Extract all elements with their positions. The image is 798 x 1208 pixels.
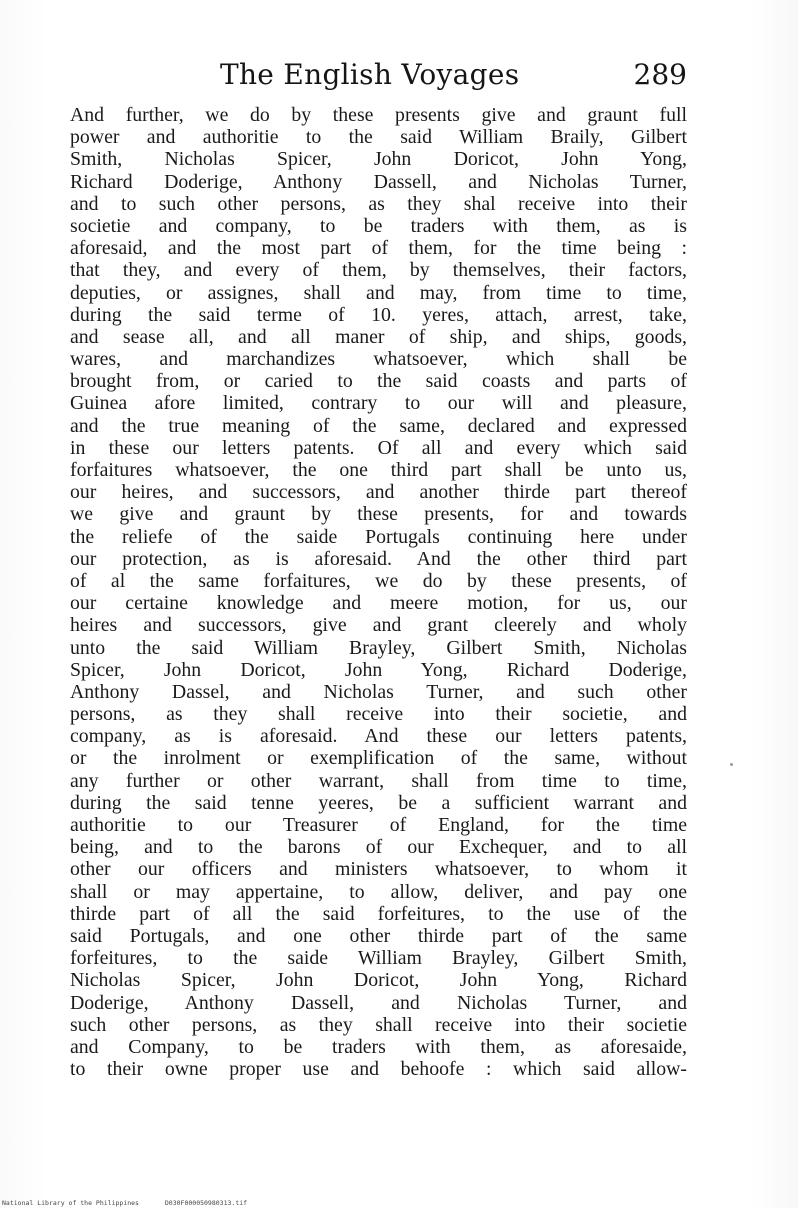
text-line: forfaitures whatsoever, the one third part shall be unto us, — [70, 459, 687, 481]
text-line: Nicholas Spicer, John Doricot, John Yong, Richard — [70, 969, 687, 992]
text-line: our heires, and successors, and another thirde part thereof — [70, 481, 687, 504]
text-line: Richard Doderige, Anthony Dassell, and Nicholas Turner, — [70, 170, 687, 193]
text-line: Smith, Nicholas Spicer, John Doricot, John Yong, — [70, 148, 687, 171]
text-line: our protection, as is aforesaid. And the other third part — [70, 547, 687, 570]
text-line: other our officers and ministers whatsoever, to whom it — [70, 858, 687, 881]
text-line: our certaine knowledge and meere motion, for us, our — [70, 592, 687, 615]
text-line: and the true meaning of the same, declared and expressed — [70, 414, 687, 437]
scan-footer — [2, 1199, 269, 1207]
text-line: during the said terme of 10. yeres, attach, arrest, take, — [70, 303, 687, 326]
text-line: in these our letters patents. Of all and every which said — [70, 436, 687, 459]
text-line: or the inrolment or exemplification of the same, without — [70, 747, 687, 770]
text-line: societie and company, to be traders with them, as is — [70, 214, 687, 237]
text-line: and Company, to be traders with them, as aforesaide, — [70, 1035, 687, 1058]
text-line: the reliefe of the saide Portugals continuing here under — [70, 525, 687, 548]
text-line: power and authoritie to the said William Braily, Gilbert — [70, 126, 687, 149]
text-line: and sease all, and all maner of ship, and ships, goods, — [70, 325, 687, 348]
text-line: authoritie to our Treasurer of England, for the time — [70, 814, 687, 836]
text-line: shall or may appertaine, to allow, deliver, and pay one — [70, 880, 687, 903]
page-header — [70, 58, 687, 102]
text-line: Doderige, Anthony Dassell, and Nicholas Turner, and — [70, 991, 687, 1014]
text-line: to their owne proper use and behoofe : which said allow- — [70, 1058, 687, 1081]
footer-library: National Library of the Philippines — [2, 1199, 139, 1207]
text-line: Anthony Dassel, and Nicholas Turner, and such other — [70, 680, 687, 703]
text-line: brought from, or caried to the said coasts and parts of — [70, 370, 687, 393]
text-line: any further or other warrant, shall from time to time, — [70, 769, 687, 792]
text-line: wares, and marchandizes whatsoever, which shall be — [70, 348, 687, 371]
running-title: The English Voyages — [220, 58, 520, 91]
footer-file-id: D030F000050980313.tif — [164, 1199, 248, 1207]
text-line: unto the said William Brayley, Gilbert Smith, Nicholas — [70, 636, 687, 659]
text-line: Spicer, John Doricot, John Yong, Richard Doderige, — [70, 658, 687, 681]
page-number: 289 — [633, 58, 687, 91]
text-line: company, as is aforesaid. And these our letters patents, — [70, 725, 687, 748]
text-line: such other persons, as they shall receive into their societie — [70, 1013, 687, 1036]
text-line: heires and successors, give and grant cleerely and wholy — [70, 614, 687, 637]
text-line: we give and graunt by these presents, for and towards — [70, 503, 687, 526]
text-line: during the said tenne yeeres, be a sufficient warrant and — [70, 791, 687, 814]
text-line: deputies, or assignes, shall and may, from time to time, — [70, 281, 687, 304]
text-line: and to such other persons, as they shal receive into their — [70, 192, 687, 215]
text-line: And further, we do by these presents give and graunt full — [70, 104, 687, 126]
text-line: forfeitures, to the saide William Brayley, Gilbert Smith, — [70, 947, 687, 970]
text-line: said Portugals, and one other thirde part of the same — [70, 924, 687, 947]
text-line: being, and to the barons of our Exchequer, and to all — [70, 836, 687, 859]
text-line: persons, as they shall receive into their societie, and — [70, 703, 687, 726]
scan-speck — [730, 763, 733, 766]
body-text — [70, 104, 687, 1080]
text-line: aforesaid, and the most part of them, for the time being : — [70, 237, 687, 260]
text-line: Guinea afore limited, contrary to our will and pleasure, — [70, 392, 687, 415]
text-line: that they, and every of them, by themselves, their factors, — [70, 259, 687, 282]
text-line: of al the same forfaitures, we do by these presents, of — [70, 569, 687, 592]
text-line: thirde part of all the said forfeitures, to the use of the — [70, 902, 687, 925]
